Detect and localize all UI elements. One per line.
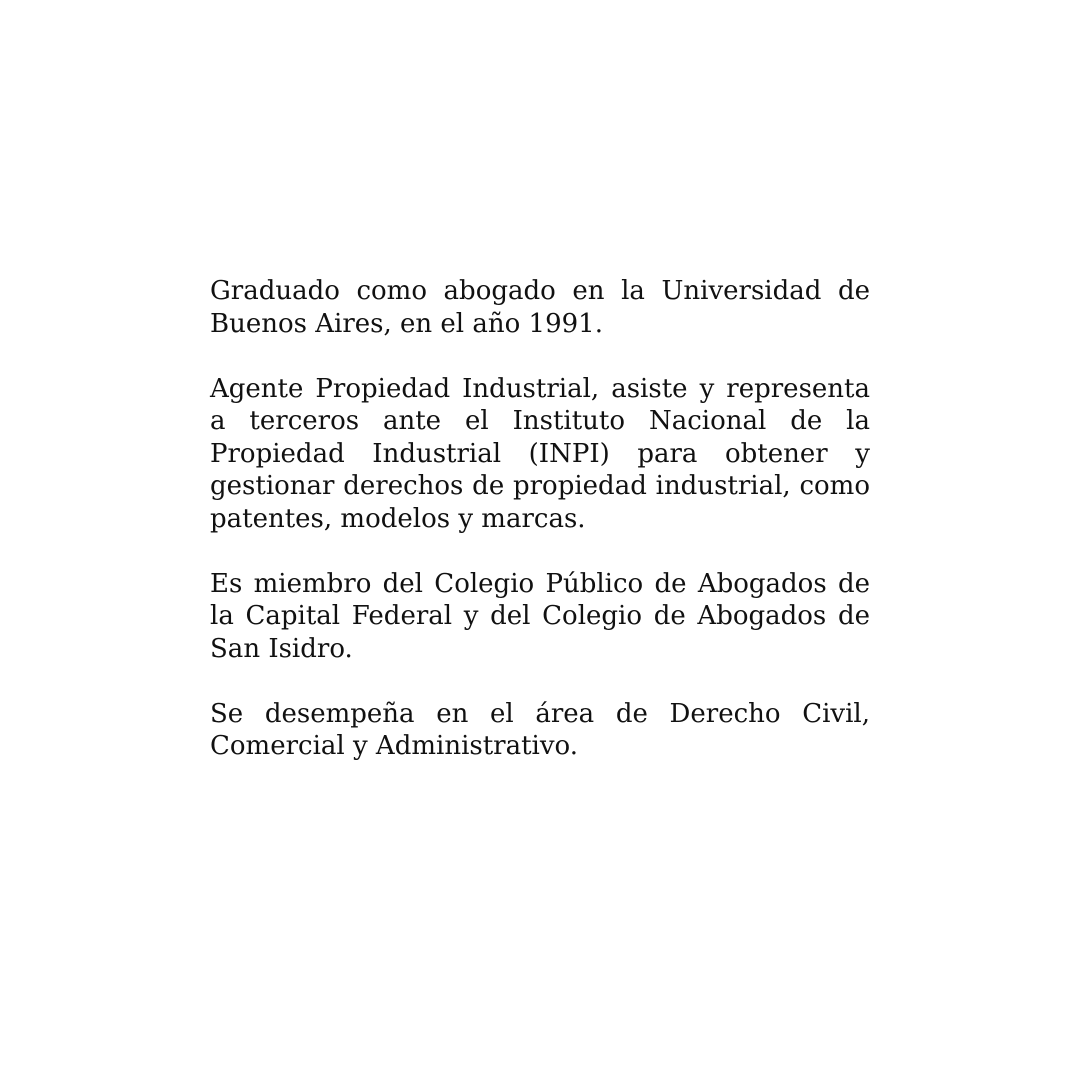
bio-text-block [210,275,870,763]
paragraph-education: Graduado como abogado en la Universidad de Buenos Aires, en el año 1991. [210,276,870,339]
paragraph-practice-areas: Se desempeña en el área de Derecho Civil, Comercial y Administrativo. [210,698,870,761]
paragraph-bar-membership: Es miembro del Colegio Público de Abogados de la Capital Federal y del Colegio de Abogados de San Isidro. [210,568,870,664]
paragraph-industrial-property-agent: Agente Propiedad Industrial, asiste y representa a terceros ante el Instituto Nacional de la Propiedad Industrial (INPI) para obtener y gestionar derechos de propiedad industrial, como patentes, modelos y marcas. [210,373,870,534]
